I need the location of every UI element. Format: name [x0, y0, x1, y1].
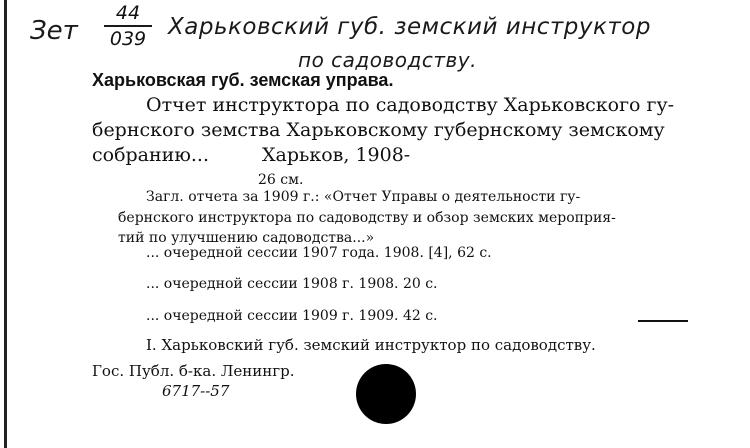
- physical-size: 26 см.: [258, 172, 304, 188]
- handwritten-heading-line1: Харьковский губ. земский инструктор: [168, 14, 651, 40]
- title-line-1: Отчет инструктора по садоводству Харьковского гу-: [146, 94, 675, 116]
- session-entry-1907: ... очередной сессии 1907 года. 1908. [4], 62 с.: [146, 245, 492, 261]
- title-note-line-3: тий по улучшению садоводства...»: [118, 230, 375, 246]
- library-stamp: Гос. Публ. б-ка. Ленингр.: [92, 362, 295, 380]
- shelf-denominator: 039: [109, 28, 147, 50]
- title-note-line-2: бернского инструктора по садоводству и обзор земских мероприя-: [118, 210, 616, 226]
- separator-dash: [638, 320, 688, 322]
- publication-place-year: Харьков, 1908-: [262, 144, 411, 166]
- handwritten-shelf-fraction: [104, 2, 152, 49]
- fraction-bar: [104, 25, 152, 27]
- card-punch-hole: [356, 364, 416, 424]
- title-note-line-1: Загл. отчета за 1909 г.: «Отчет Управы о деятельности гу-: [146, 189, 581, 205]
- handwritten-shelf-prefix: Зет: [30, 16, 78, 46]
- card-left-edge: [4, 0, 7, 448]
- card-number: 6717--57: [162, 382, 230, 400]
- shelf-numerator: 44: [115, 2, 141, 24]
- corporate-author-heading: Харьковская губ. земская управа.: [92, 70, 394, 90]
- session-entry-1909: ... очередной сессии 1909 г. 1909. 42 с.: [146, 308, 438, 324]
- title-line-2: бернского земства Харьковскому губернскому земскому: [92, 119, 665, 141]
- session-entry-1908: ... очередной сессии 1908 г. 1908. 20 с.: [146, 276, 438, 292]
- subject-tracing: I. Харьковский губ. земский инструктор по садоводству.: [146, 336, 596, 354]
- title-line-3: собранию...: [92, 144, 209, 166]
- handwritten-heading-line2: по садоводству.: [298, 48, 477, 72]
